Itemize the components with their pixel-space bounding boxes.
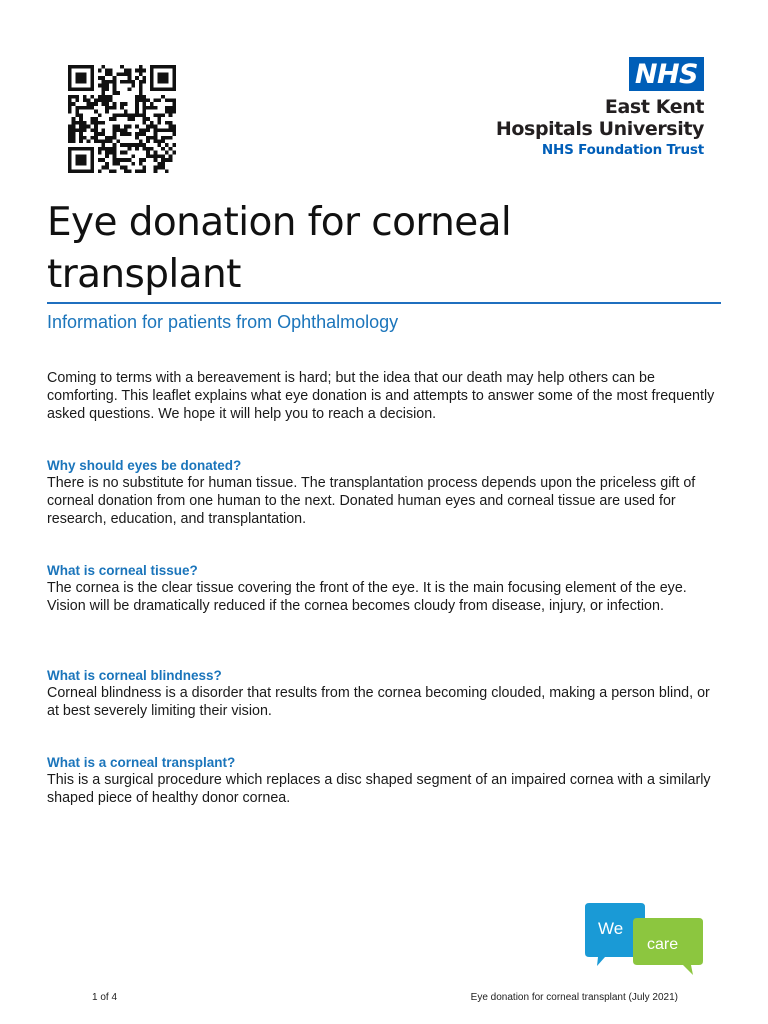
nhs-trust-logo xyxy=(496,57,704,160)
org-name-line1: East Kent xyxy=(604,96,704,118)
section-heading: Why should eyes be donated? xyxy=(47,458,242,473)
qr-code-icon xyxy=(68,65,176,173)
section-body: The cornea is the clear tissue covering the front of the eye. It is the main focusing element of the eye. Vision will be dramatically reduced if the cornea becomes cloudy from disease, injury, or infection. xyxy=(47,580,687,614)
section-heading: What is corneal blindness? xyxy=(47,668,222,683)
page-subtitle: Information for patients from Ophthalmology xyxy=(47,312,399,332)
section-why-donate xyxy=(47,457,722,528)
page-title: Eye donation for corneal transplant xyxy=(47,200,512,297)
section-body: Corneal blindness is a disorder that results from the cornea becoming clouded, making a person blind, or at best severely limiting their vision. xyxy=(47,685,710,719)
title-divider xyxy=(47,302,721,304)
section-body: There is no substitute for human tissue. The transplantation process depends upon the priceless gift of corneal donation from one human to the next. Donated human eyes and corneal tissue are used for research, education, and transplantation. xyxy=(47,475,696,527)
document-reference: Eye donation for corneal transplant (July 2021) xyxy=(470,992,678,1003)
section-body: This is a surgical procedure which replaces a disc shaped segment of an impaired cornea with a similarly shaped piece of healthy donor cornea. xyxy=(47,772,711,806)
org-name-line3: NHS Foundation Trust xyxy=(541,142,704,158)
section-corneal-tissue xyxy=(47,562,722,615)
nhs-badge: NHS xyxy=(629,57,704,91)
intro-text: Coming to terms with a bereavement is hard; but the idea that our death may help others can be comforting. This leaflet explains what eye donation is and attempts to answer some of the most frequently asked questions. We hope it will help you to reach a decision. xyxy=(47,370,715,422)
page-number: 1 of 4 xyxy=(92,992,118,1003)
care-text: care xyxy=(647,936,679,953)
section-heading: What is a corneal transplant? xyxy=(47,755,236,770)
we-text: We xyxy=(598,919,624,938)
we-care-logo xyxy=(585,903,705,983)
section-corneal-transplant xyxy=(47,754,722,807)
section-heading: What is corneal tissue? xyxy=(47,563,198,578)
intro-section xyxy=(47,369,722,423)
section-corneal-blindness xyxy=(47,667,722,720)
org-name-line2: Hospitals University xyxy=(495,118,704,140)
